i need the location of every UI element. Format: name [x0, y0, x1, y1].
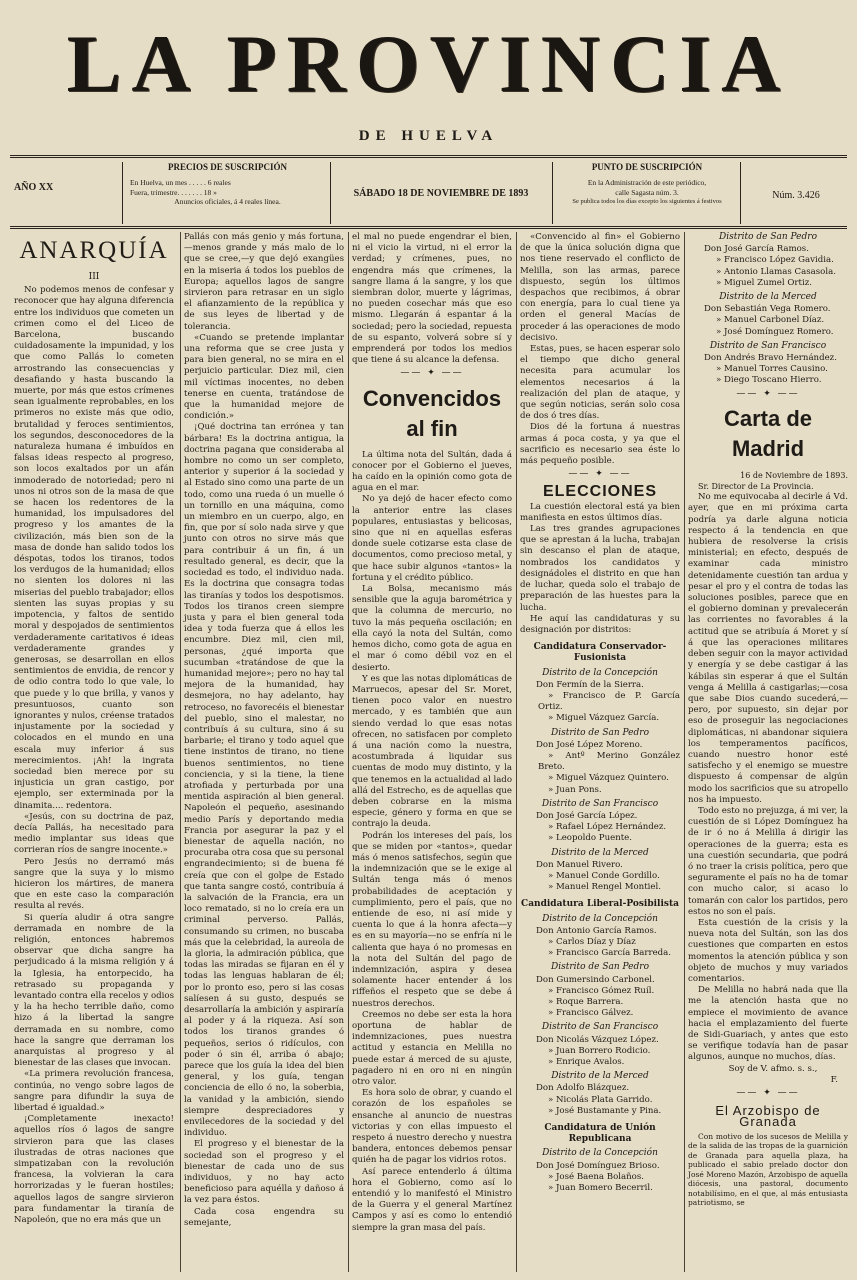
- candidate-name: » Manuel Conde Gordillo.: [548, 870, 660, 881]
- paragraph: Si quería aludir á otra sangre derramada en nombre de la religión, entonces habremos observar que dicha sangre ha perjudicado á la misma religión y á la Iglesia, ha entorpecido, ha retrasado su propaganda y levantado contra ella recelos y odios y la ha hecho terrible daño, como hizo á la libertad la sangre derramada en su nombre, como hace la sangre que derraman los anarquistas al progreso y al bienestar de las clases que invocan.: [14, 912, 174, 1069]
- candidate-name: » Juan Bomero Becerril.: [548, 1183, 653, 1194]
- candidacy-title: Candidatura Liberal-Posibilista: [521, 899, 679, 910]
- candidate-name: » Juan Borrero Rodicio.: [548, 1045, 651, 1056]
- dateline: 16 de Noviembre de 1893.: [740, 470, 848, 480]
- district-title: Distrito de San Francisco: [541, 798, 659, 809]
- candidate-name: » Leopoldo Puente.: [548, 833, 632, 844]
- candidate-name: » Diego Toscano Hierro.: [716, 375, 822, 386]
- candidate-name: » Francisco de P. García Ortiz.: [538, 690, 680, 713]
- paragraph: Las tres grandes agrupaciones que se aprestan á la lucha, trabajan sin descanso el plan de ataque, nombrados los candidatos y designádoles el distrito en que han de luchar, queda solo el trabajo de preparación de las huestes para la lucha.: [520, 524, 680, 613]
- candidate-name: » Antº Merino González Breto.: [538, 750, 680, 773]
- prices-line: Fuera, trimestre. . . . . . . 18 »: [130, 187, 217, 197]
- paragraph: No me equivocaba al decirle á Vd. ayer, que en mi próxima carta podría ya darle alguna noticia respecto á la tendencia en que hubiera de resolverse la crisis ministerial; en efecto, después de examinar cada ministro detenidamente cuestión tan ardua y pesar el pro y el contra de todas las soluciones posibles, parece que en el gobierno dominan y prevalecerán las corrientes no favorables á la actitud que se atribuía á Moret y sí á que las operaciones militares deben seguir con la mayor actividad y energía y se debe castigar á las kábilas sin esperar á que el Sultán venga á Melilla á castigarlas;—cosa que sabe Dios cuando sucederá,—pero, por supuesto, sin dejar por eso de proseguir las negociaciones diplomáticas, ni abandonar siquiera los temperamentos pacíficos, cuando nuestro honor esté satisfecho y el enemigo se muestre dispuesto á compensar de algún modo los sacrificios que su atropello nos ha impuesto.: [688, 492, 848, 805]
- paragraph: He aquí las candidaturas y su designación por distritos:: [520, 613, 680, 635]
- candidate-name: » Juan Pons.: [548, 784, 602, 795]
- info-divider: [122, 162, 123, 224]
- prices-line: Anuncios oficiales, á 4 reales línea.: [174, 197, 281, 206]
- candidate-name: Don Sebastián Vega Romero.: [704, 304, 831, 315]
- column-1: [14, 232, 174, 1226]
- column-rule: [516, 232, 517, 1272]
- section-divider: —— ✦ ——: [736, 388, 800, 399]
- article-heading-elecciones: ELECCIONES: [542, 483, 657, 501]
- subscription-point-line: calle Sagasta núm. 3.: [615, 187, 679, 197]
- candidate-name: » José Baena Bolaños.: [548, 1171, 644, 1182]
- candidate-name: » Roque Barrera.: [548, 997, 624, 1007]
- paragraph: Con motivo de los sucesos de Melilla y de la salida de las tropas de la guarnición de Granada para aquella plaza, ha publicado el sabio prelado doctor don José Moreno Mazón, Arzobispo de aquella diócesis, una pastoral, documento notabilísimo, en el que, al más entusiasta patriotismo, se: [688, 1131, 849, 1208]
- paragraph: ¡Completamente inexacto! aquellos ríos ó lagos de sangre sirvieron para que las clases ilustradas de otras naciones que simpatizaban con la revolución francesa, la volvieran la cara horrorizadas y le fueran hostiles; aquellos lagos de sangre sirvieron para fundamentar la tiranía de Napoleón, que no era más que un: [14, 1114, 174, 1226]
- candidate-name: Don José García Ramos.: [704, 244, 809, 255]
- paragraph: «Jesús, con su doctrina de paz, decía Pallás, ha necesitado para medio implantar sus ideas que corrieran ríos de sangre inocente.»: [14, 811, 174, 856]
- column-4: [520, 232, 680, 1194]
- salutation: Sr. Director de La Provincia.: [698, 482, 814, 492]
- newspaper-subtitle: DE HUELVA: [358, 128, 499, 144]
- article-heading-anarquia: ANARQUÍA: [19, 237, 169, 264]
- candidate-name: » Francisco García Barreda.: [548, 948, 672, 959]
- paragraph: Es hora solo de obrar, y cuando el corazón de los españoles se ensanche al anuncio de nuestras victorias y con ellas impuesto el respeto á nuestro derecho y nuestra bandera, entonces debemos pensar quién ha de pagar los vidrios rotos.: [352, 1088, 512, 1166]
- paragraph: De Melilla no habrá nada que lla me la atención hasta que no empiece el movimiento de avance hacia el emplazamiento del fuerte de Sidi-Guariach, y antes que esto se verifique todavía han de pasar algunos, aunque no muchos, días.: [688, 985, 848, 1063]
- candidate-name: » Francisco Gálvez.: [548, 1008, 634, 1019]
- paragraph: ¡Qué doctrina tan errónea y tan bárbara! Es la doctrina antigua, la doctrina pagana que consideraba al hombre no como un ser completo, anterior y superior á la sociedad y al Estado sino como una parte de un todo, como una rueda ó un muelle ó un tornillo en una máquina, como un miembro en un cuerpo, algo, en fin, que por sí solo nada sirve y que junto con otros no sirve más que para contribuir á un fin, á un resultado general, es decir, que la sociedad es todo, el individuo nada. Es la doctrina que consagra todas las tiranías y todos los despotismos. Todos los tiranos creen siempre justa y para el bien general toda idea y toda fuerza que á ellos les encumbre. Diez mil, cien mil, personas, ¿qué importa que sucumban «tratándose de que la humanidad mejore»; pero no hay tal mejora de la humanidad, hay desmejora, no hay adelanto, hay retroceso, no favorecéis el bienestar del pueblo, sino el malestar, no contribuís á su cultura, sino á su barbarie; el tirano y todo aquel que tiene instintos de tirano, no tiene buenos sentimientos, no tiene conciencia, y si la tiene, la tiene atrofiada y perturbada por una mentida aspiración al bien general. Napoleón el pequeño, asesinando medio París y deportando media Francia por asegurar la paz y el bienestar de aquella nación, no procuraba otra cosa que su personal engrandecimiento; si de buena fé creía que con el golpe de Estado que tanta sangre costó, contribuía á la salvación de la Francia, era un loco rematado, si no lo creía era un criminal perverso. Pallás, consumando su crimen, no buscaba más que la celebridad, la aureola de la gloria, la admiración pública, que todas las miradas se fijaran en él y todas las lenguas hablaran de él; por lo pronto eso, pero si las cosas salíesen á su gusto, después se desarrollaría la ambición y aspiraría al poder y á la riqueza. Así son todos los tiranos grandes ó pequeños, serios ó ridículos, con poder ó sin él, arriba ó abajo; parece que los guía la idea del bien general, y los guía, tengan conciencia de ello ó no, la soberbia, la vanidad y la ambición, siendo siempre despreciadores y envilecedores de la sociedad y del individuo.: [184, 422, 344, 1139]
- district-title: Distrito de la Merced: [551, 847, 649, 858]
- info-divider: [330, 162, 331, 224]
- paragraph: el mal no puede engendrar el bien, ni el vicio la virtud, ni el error la verdad; y crímenes, pues, no engendra más que crímenes, la sangre llama á la sangre, y los que siembran dolor, muerte y lágrimas, no pueden cosechar más que eso mismo. Llegarán á espantar á la sociedad; pero la sociedad, repuesta de su espanto, volverá sobre sí y emprenderá por todos los medios que tiene á su alcance la defensa.: [352, 232, 512, 366]
- candidate-name: » Miguel Vázquez Quintero.: [548, 773, 669, 784]
- masthead: [0, 18, 857, 110]
- candidacy-title: Candidatura Conservador-Fusionista: [533, 642, 667, 664]
- paragraph: Pero Jesús no derramó más sangre que la suya y lo mismo hicieron los mártires, de manera que en este caso la comparación resulta al revés.: [14, 856, 174, 912]
- district-title: Distrito de San Francisco: [541, 1022, 659, 1033]
- paragraph: Estas, pues, se hacen esperar solo el tiempo que dicho general necesita para acumular los elementos necesarios á la realización del plan de ataque, y que según noticias, serán solo cosa de dos ó tres días.: [520, 344, 680, 422]
- paragraph: Pallás con más genio y más fortuna, —menos grande y más malo de lo que se cree,—y que dejó exangües en la miseria á todos los pueblos de Europa; aquellos lagos de sangre sirvieron para retrasar en un siglo el afianzamiento de la república y de sus leyes de libertad y de tolerancia.: [184, 232, 344, 332]
- issue-date: SÁBADO 18 DE NOVIEMBRE DE 1893: [353, 188, 529, 199]
- column-2: [184, 232, 344, 1229]
- prices-line: En Huelva, un mes . . . . . 6 reales: [130, 178, 231, 187]
- candidate-name: Don Manuel Rivero.: [536, 859, 623, 870]
- info-divider: [552, 162, 553, 224]
- article-heading-arzobispo: El Arzobispo de Granada: [715, 1103, 821, 1130]
- candidate-name: » Francisco López Gavidia.: [716, 255, 834, 266]
- district-title: Distrito de San Francisco: [709, 340, 827, 351]
- article-heading-carta-de-madrid: Carta de Madrid: [723, 405, 813, 461]
- district-title: Distrito de San Pedro: [550, 962, 649, 973]
- issue-number: Núm. 3.426: [772, 190, 820, 201]
- paragraph: El progreso y el bienestar de la sociedad son el progreso y el bienestar de cada uno de sus individuos, y no hay acto beneficioso para aquélla y dañoso á la vez para éstos.: [184, 1139, 344, 1206]
- year-label: AÑO XX: [14, 182, 54, 193]
- candidate-name: Don José García López.: [536, 810, 638, 821]
- candidate-name: » José Domínguez Romero.: [716, 326, 834, 337]
- candidate-name: Don Nicolás Vázquez López.: [536, 1034, 659, 1045]
- paragraph: Así parece entenderlo á última hora el Gobierno, como así lo entendió y lo manifestó el Ministro de la Guerra y el general Martínez Campos y así es como lo entendió siempre la gran masa del país.: [352, 1166, 512, 1233]
- paragraph: La cuestión electoral está ya bien manifiesta en estos últimos días.: [520, 501, 680, 523]
- column-rule: [348, 232, 349, 1272]
- paragraph: La última nota del Sultán, dada á conocer por el Gobierno el jueves, ha caído en la opinión como gota de agua en el mar.: [352, 449, 512, 494]
- candidate-name: Don José Domínguez Brioso.: [536, 1160, 660, 1171]
- candidate-name: » Manuel Torres Causino.: [716, 364, 828, 375]
- paragraph: Dios dé la fortuna á nuestras armas á poca costa, y ya que el sacrificio es necesario sea éste lo más pequeño posible.: [520, 422, 680, 467]
- paragraph: Y es que las notas diplomáticas de Marruecos, apesar del Sr. Moret, tienen poco valor en nuestro mercado, y es también que aun siendo verdad lo que esas notas ofrecen, no satisfacen por completo á una nación como la nuestra, acostumbrada á liquidar sus cuentas de modo muy distinto, y la que tenemos en la actualidad al lado allá del Estrecho, es de aquellas que deben cobrarse en la misma especie, género y forma en que se contrajo la deuda.: [352, 673, 512, 830]
- paragraph: Esta cuestión de la crisis y la nueva nota del Sultán, son las dos cuestiones que comparten en estos momentos la atención pública y son objeto de muchos y muy variados comentarios.: [688, 917, 848, 984]
- paragraph: «Convencido al fin» el Gobierno de que la única solución digna que nos tiene reservado el conflicto de Melilla, son las armas, parece dispuesto, según los últimos despachos que recibimos, á obrar con energía, para lo cual tiene ya orden el general Macías de proceder á las operaciones de modo decisivo.: [520, 232, 680, 343]
- candidate-name: » Carlos Díaz y Díaz: [548, 936, 636, 947]
- subscription-point-box: [558, 162, 736, 224]
- district-title: Distrito de la Merced: [719, 292, 817, 303]
- candidate-name: » Manuel Rengel Montiel.: [548, 882, 661, 893]
- column-rule: [180, 232, 181, 1272]
- candidate-name: » Rafael López Hernández.: [548, 822, 667, 833]
- candidate-name: » Miguel Vázquez García.: [548, 713, 660, 724]
- candidate-name: Don Fermín de la Sierra.: [536, 679, 644, 690]
- masthead-rule-top: [10, 155, 847, 158]
- district-title: Distrito de San Pedro: [718, 232, 817, 242]
- district-title: Distrito de la Concepción: [542, 913, 658, 924]
- candidate-name: Don Adolfo Blázquez.: [536, 1083, 630, 1094]
- candidate-name: Don Antonio García Ramos.: [536, 925, 657, 936]
- prices-title: PRECIOS DE SUSCRIPCIÓN: [167, 162, 288, 172]
- paragraph: Creemos no debe ser esta la hora oportuna de hablar de indemnizaciones, pues nuestra actitud y estancia en Melilla no puede estar á merced de su ajuste, pagadero ni en oro ni en ningún otro valor.: [352, 1009, 512, 1088]
- paragraph: La Bolsa, mecanismo más sensible que la aguja barométrica y que la columna de mercurio, no tuvo la más pequeña oscilación; en ella cayó la nota del Sultán, como hemos dicho, como gota de agua en el mar ó como débil voz en el desierto.: [352, 584, 512, 673]
- subscription-point-line: Se publica todos los días excepto los siguientes á festivos: [572, 198, 722, 205]
- subscription-point-line: En la Administración de este periódico,: [587, 178, 707, 187]
- district-title: Distrito de San Pedro: [550, 727, 649, 738]
- column-rule: [684, 232, 685, 1272]
- candidacy-title: Candidatura de Unión Republicana: [544, 1123, 656, 1145]
- column-3: [352, 232, 512, 1234]
- candidate-name: » Enrique Avalos.: [548, 1057, 625, 1068]
- paragraph: «Cuando se pretende implantar una reforma que se cree justa y para bien general, no se mira en el perjuicio particular. Diez mil, cien mil víctimas inocentes, no deben tenerse en cuenta, tratándose de que la humanidad mejore de condición.»: [184, 332, 344, 422]
- candidate-name: » Antonio Llamas Casasola.: [716, 266, 836, 277]
- paragraph: No podemos menos de confesar y reconocer que hay alguna diferencia entre los individuos que cometen un crimen como el del Liceo de Barcelona, buscando cuidadosamente la impunidad, y los que como Pallás lo cometen arrostrando las consecuencias y desafiando y hasta buscando la muerte, por más que estos crímenes sean igualmente reprobables, en los primeros no existe más que odio, brutalidad y feroces sentimientos, los segundos, desconocedores de la naturaleza humana é imbuídos en falsas ideas respecto al progreso, son locos exaltados por un afán inmoderado de notoriedad; pero ni unos ni otros son de la masa de que se hacen los redentores de la humanidad, los impulsadores del progreso y los amantes de la civilización, más bien son de la masa de donde han salido todos los déspotas, todos los tiranos, todos los verdugos de la humanidad; ellos no sienten los dolores ni las miserias del pueblo trabajador; ellos sienten las suyas propias y su impotencia, y faltos de sentido moral y despojados de sentimientos verdaderamente caritativos é ideas verdaderamente grandes y generosas, se desarrollan en ellos sentimientos de envidia, de rencor y de odio contra todo lo que vale, lo que puede y lo que brilla, y vanos y presuntuosos, cuanto son ignorantes y nulos, créense tratados injustamente por la sociedad y colocados en el mundo en una escala muy inferior á sus merecimientos. ¡Ah! la ingrata sociedad bien merece por su injusticia un gran castigo, por ejemplo, ser exterminada por la dinamita.... redentora.: [14, 285, 174, 811]
- candidate-name: » Miguel Zumel Ortiz.: [716, 277, 812, 288]
- candidate-name: » José Bustamante y Pina.: [548, 1105, 662, 1116]
- prices-box: [130, 162, 325, 224]
- paragraph: Cada cosa engendra su semejante,: [184, 1206, 344, 1228]
- paragraph: «La primera revolución francesa, continúa, no vengo sobre lagos de sangre para difundir la suya de libertad é igualdad.»: [14, 1069, 174, 1114]
- signature: F.: [830, 1074, 838, 1085]
- candidate-name: Don José López Moreno.: [536, 739, 643, 750]
- candidate-name: » Francisco Gómez Ruíl.: [548, 985, 655, 996]
- closing: Soy de V. afmo. s. s.,: [728, 1063, 818, 1074]
- candidate-name: Don Andrés Bravo Hernández.: [704, 353, 837, 364]
- paragraph: Todo esto no prejuzga, á mi ver, la cuestión de si López Domínguez ha de ir ó no á Melilla á dirigir las operaciones de la guerra; esta es una cuestión secundaria, que podrá ó no traer la crisis política, pero que seguramente el país no ha de tomar con mucho calor, si acaso lo tomarán con calor los partidos, pero estos no son el país.: [688, 805, 848, 917]
- district-title: Distrito de la Concepción: [542, 667, 658, 678]
- article-part-number: III: [88, 272, 100, 282]
- info-divider: [740, 162, 741, 224]
- section-divider: —— ✦ ——: [568, 469, 632, 480]
- candidate-name: » Manuel Carbonel Díaz.: [716, 315, 825, 326]
- subscription-point-title: PUNTO DE SUSCRIPCIÓN: [591, 162, 703, 172]
- article-heading-convencidos: Convencidos al fin: [362, 385, 502, 441]
- candidate-name: » Nicolás Plata Garrido.: [548, 1094, 653, 1105]
- paragraph: No ya dejó de hacer efecto como la anterior entre las clases populares, entusiastas y belicosas, sino que ni en aquellas esferas donde suele cotizarse esta clase de documentos, como precioso metal, y que hace subir algunos «tantos» la fortuna y el crédito público.: [352, 494, 512, 583]
- candidate-name: Don Gumersindo Carbonel.: [536, 974, 655, 985]
- section-divider: —— ✦ ——: [400, 368, 464, 379]
- newspaper-title: LA PROVINCIA: [66, 18, 791, 109]
- section-divider: —— ✦ ——: [736, 1088, 800, 1099]
- district-title: Distrito de la Concepción: [542, 1148, 658, 1159]
- column-5: [688, 232, 848, 1208]
- district-title: Distrito de la Merced: [551, 1071, 649, 1082]
- paragraph: Podrán los intereses del país, los que se miden por «tantos», quedar más ó menos satisfechos, según que la indemnización que se le exige al Sultán tenga más ó menos probabilidades de aceptación y cumplimiento, pero el país, que no entiende de eso, ni así mide y cuenta lo que á la honra afecta—y es en su mayoría—no se enfría ni le calienta que haya ó no promesas en la nota del Sultán del pago de indemnización, aspira y desea solamente hacer entender á los riffeños el respeto que se debe á nuestros derechos.: [352, 830, 512, 1009]
